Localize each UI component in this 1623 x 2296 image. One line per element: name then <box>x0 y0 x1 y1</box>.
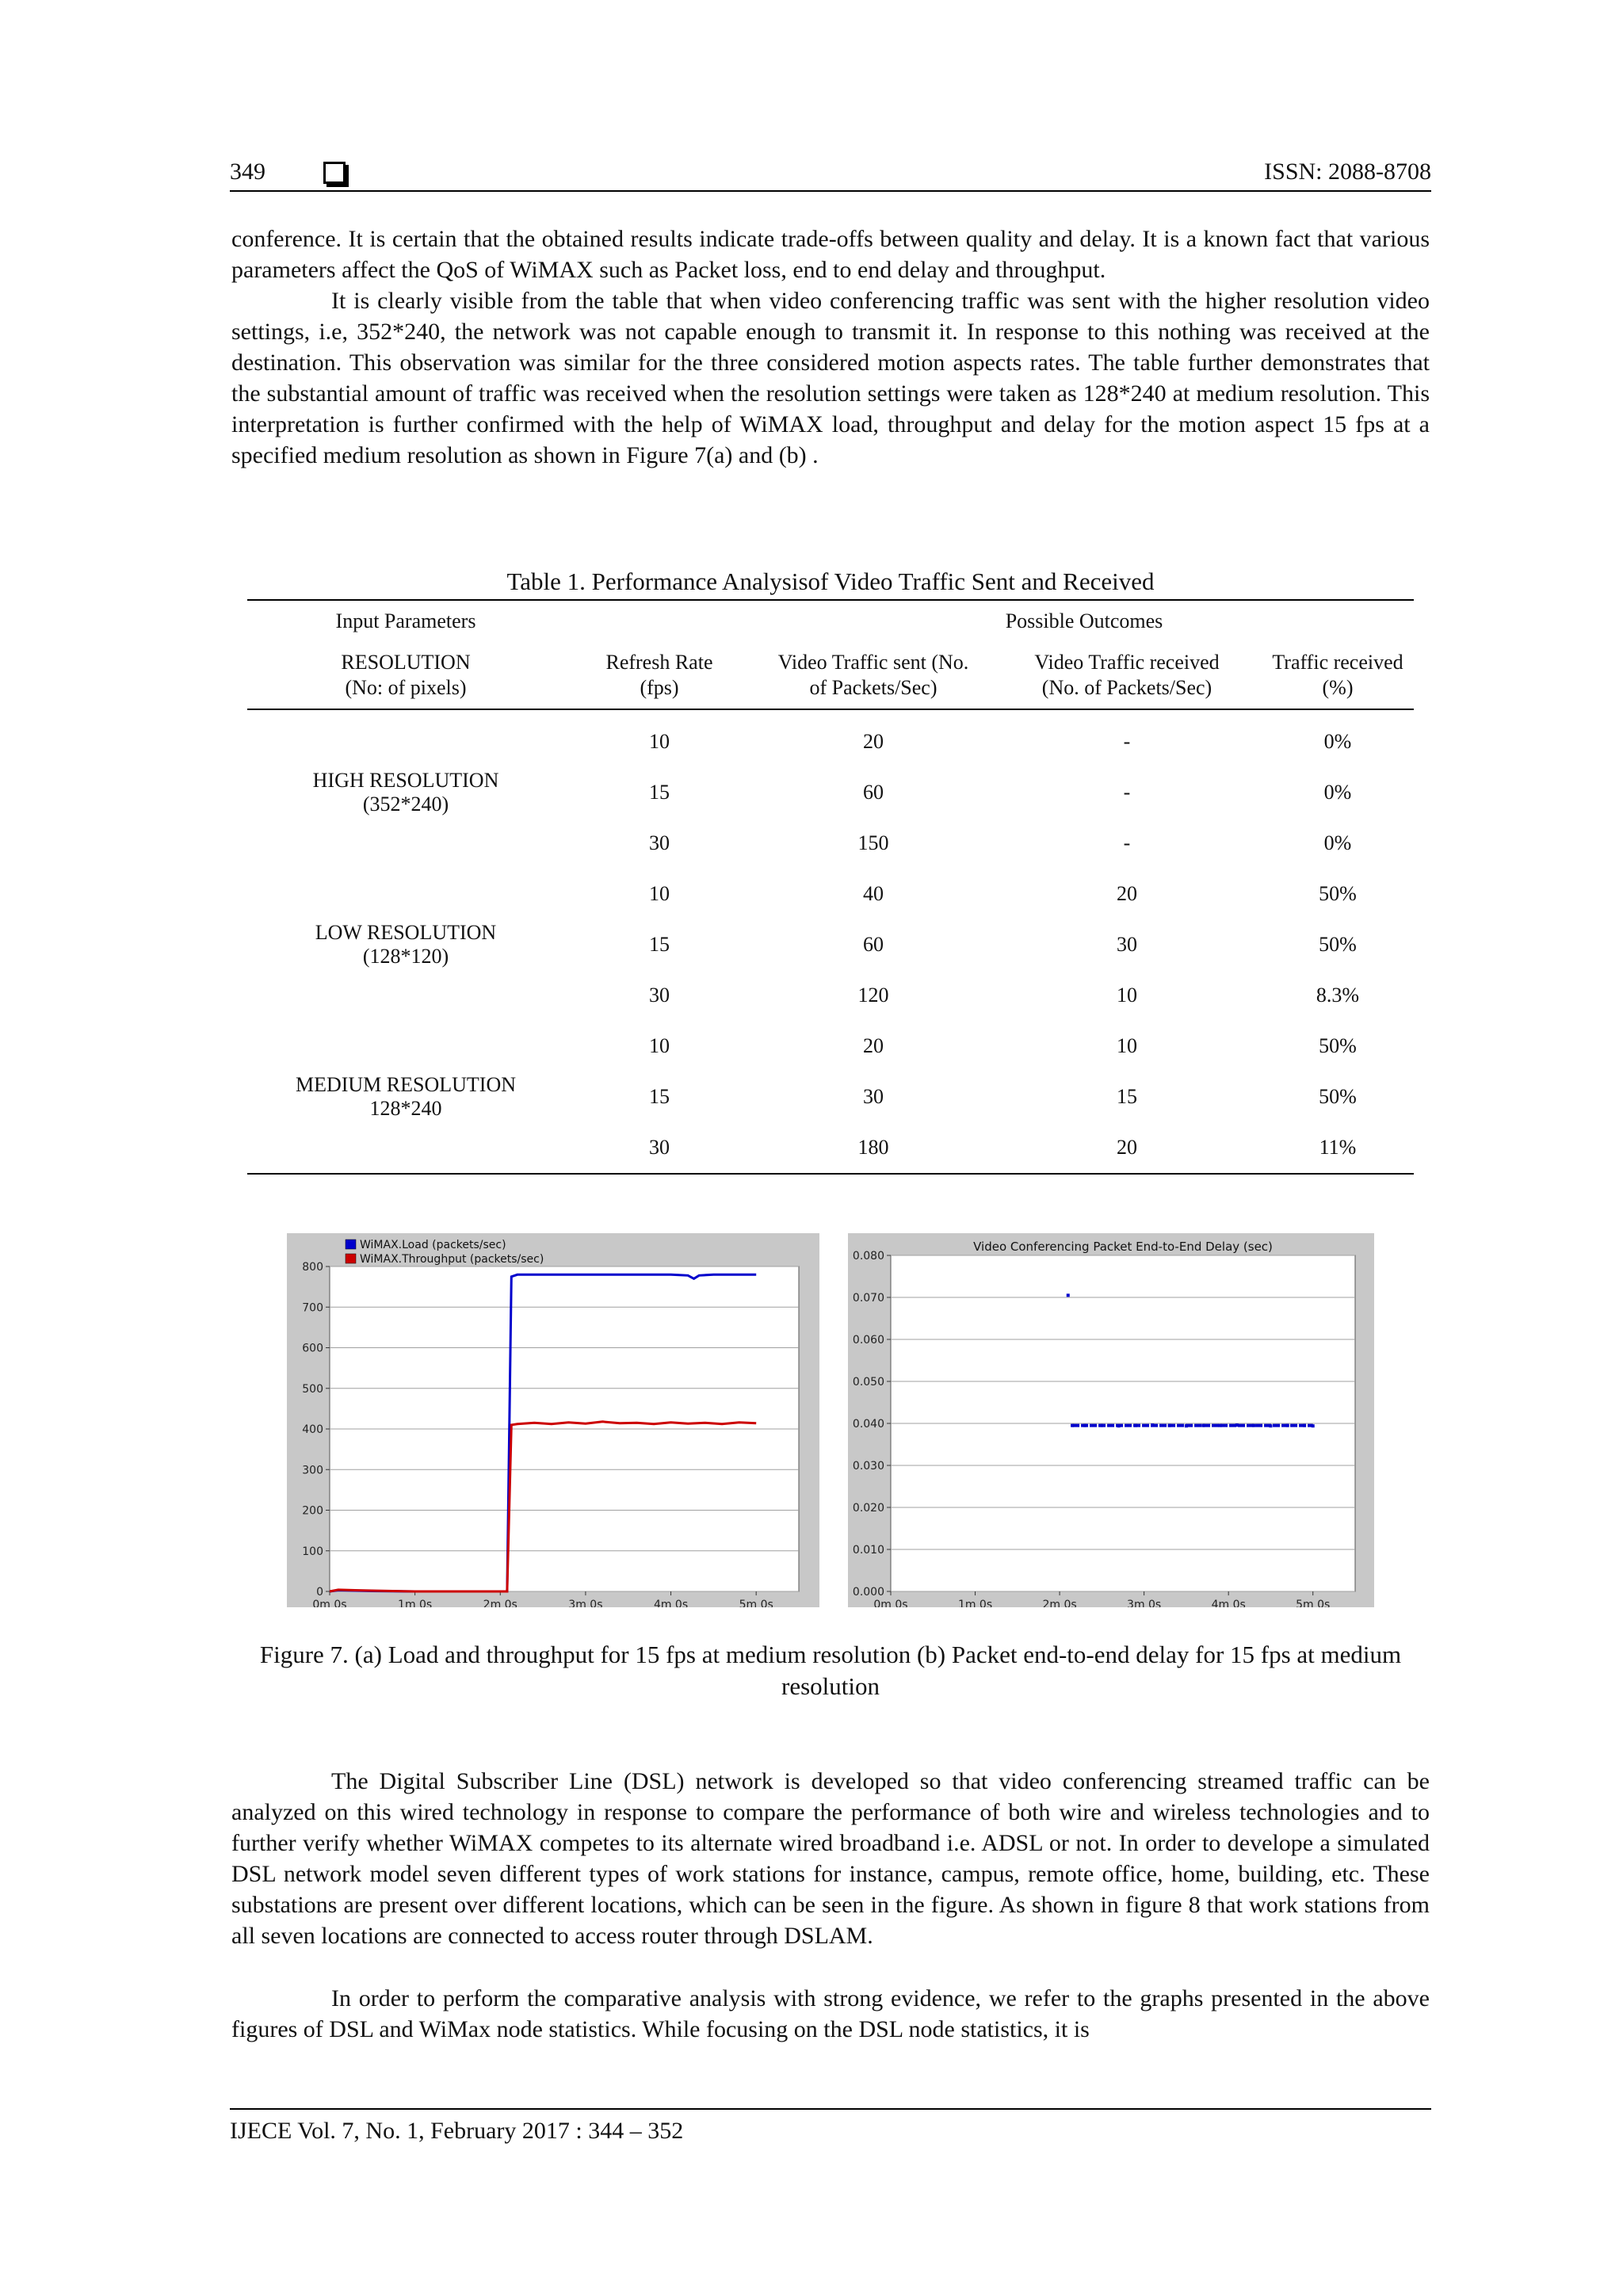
cell: 10 <box>1117 1034 1137 1057</box>
table-caption: Table 1. Performance Analysisof Video Traffic Sent and Received <box>506 567 1155 595</box>
x-tick-label: 2m 0s <box>483 1599 517 1607</box>
chart-end-to-end-delay <box>848 1233 1374 1607</box>
col-header-traffic-percent: Traffic received (%) <box>1262 642 1414 709</box>
paragraph-3: The Digital Subscriber Line (DSL) network is developed so that video conferencing streamed traffic can be analyzed on this wired technology in response to compare the performance of both wire and wireless technologies and to further verify whether WiMAX competes to its alternate wired broadband i.e. ADSL or not. In order to develope a simulated DSL network model seven different types of work stations for instance, campus, remote office, home, building, etc. These substations are present over different locations, which can be seen in the figure. As shown in figure 8 that work stations from all seven locations are connected to access router through DSLAM. <box>231 1768 1430 1949</box>
cell: 50% <box>1319 1034 1357 1057</box>
cell: 180 <box>754 1122 992 1174</box>
page-header <box>230 155 1431 192</box>
cell: 10 <box>649 1034 670 1057</box>
group-possible-outcomes: Possible Outcomes <box>754 600 1414 642</box>
paragraph-4: In order to perform the comparative analysis with strong evidence, we refer to the graphs presented in the above figures of DSL and WiMax node statistics. While focusing on the DSL node statistics, it is <box>231 1985 1430 2042</box>
y-tick-label: 0.040 <box>852 1418 884 1431</box>
cell: 15 <box>649 1085 670 1108</box>
x-tick-label: 5m 0s <box>739 1599 773 1607</box>
group-label-low: LOW RESOLUTION (128*120) <box>315 921 497 968</box>
cell: 150 <box>857 831 889 854</box>
chart-title: Video Conferencing Packet End-to-End Delay (sec) <box>973 1240 1273 1254</box>
cell: 10 <box>649 730 670 753</box>
y-tick-label: 0.010 <box>852 1544 884 1557</box>
y-tick-label: 0.050 <box>852 1376 884 1389</box>
cell: - <box>1123 730 1131 753</box>
cell: 8.3% <box>1316 984 1360 1007</box>
page-footer: IJECE Vol. 7, No. 1, February 2017 : 344 – 352 <box>230 2108 1431 2145</box>
col-header-traffic-sent: Video Traffic sent (No. of Packets/Sec) <box>754 642 992 709</box>
group-input-parameters: Input Parameters <box>247 600 564 642</box>
cell: 0% <box>1323 781 1352 804</box>
cell: 11% <box>1262 1122 1414 1174</box>
cell: 30 <box>863 1085 884 1108</box>
cell: - <box>1123 831 1131 854</box>
y-tick-label: 200 <box>302 1504 323 1518</box>
cell: 20 <box>863 1034 884 1057</box>
cell: 50% <box>1319 933 1357 956</box>
checkbox-square-icon <box>323 162 346 184</box>
x-tick-label: 0m 0s <box>312 1599 347 1607</box>
col-header-resolution: RESOLUTION (No: of pixels) <box>247 642 564 709</box>
cell: 0% <box>1323 831 1352 854</box>
y-tick-label: 0 <box>316 1586 323 1599</box>
performance-table <box>247 599 1414 1175</box>
scatter-point <box>1067 1293 1070 1297</box>
y-tick-label: 500 <box>302 1382 323 1396</box>
cell: 50% <box>1319 882 1357 905</box>
x-tick-label: 4m 0s <box>653 1599 689 1607</box>
y-tick-label: 300 <box>302 1464 323 1477</box>
x-tick-label: 3m 0s <box>1127 1599 1162 1607</box>
cell: 15 <box>1117 1085 1137 1108</box>
y-tick-label: 600 <box>302 1342 323 1355</box>
cell: - <box>1123 781 1131 804</box>
table-group-header-row <box>247 600 1414 642</box>
cell: 60 <box>863 933 884 956</box>
cell: 40 <box>863 882 884 905</box>
paragraph-2: It is clearly visible from the table that when video conferencing traffic was sent with the higher resolution video settings, i.e, 352*240, the network was not capable enough to transmit it. In response to this nothing was received at the destination. This observation was similar for the three considered motion aspects rates. The table further demonstrates that the substantial amount of traffic was received when the resolution settings were taken as 128*240 at medium resolution. This interpretation is further confirmed with the help of WiMAX load, throughput and delay for the motion aspect 15 fps at a specified medium resolution as shown in Figure 7(a) and (b) . <box>231 288 1430 468</box>
cell: 30 <box>564 1122 754 1174</box>
cell: 30 <box>649 984 670 1007</box>
y-tick-label: 0.020 <box>852 1502 884 1515</box>
y-tick-label: 0.060 <box>852 1334 884 1347</box>
legend-label: WiMAX.Load (packets/sec) <box>360 1239 506 1251</box>
table-row <box>247 716 1414 767</box>
col-header-refresh-rate: Refresh Rate (fps) <box>564 642 754 709</box>
table-column-header-row <box>247 642 1414 709</box>
paragraph-1: conference. It is certain that the obtained results indicate trade-offs between quality and delay. It is a known fact that various parameters affect the QoS of WiMAX such as Packet loss, end to end delay and throughput. <box>231 226 1430 283</box>
chart-load-throughput <box>287 1233 819 1607</box>
cell: 20 <box>1117 882 1137 905</box>
cell: 120 <box>857 984 889 1007</box>
y-tick-label: 100 <box>302 1545 323 1558</box>
cell: 10 <box>649 882 670 905</box>
x-tick-label: 1m 0s <box>398 1599 433 1607</box>
cell: 20 <box>992 1122 1262 1174</box>
y-tick-label: 400 <box>302 1423 323 1436</box>
cell: 60 <box>863 781 884 804</box>
x-tick-label: 5m 0s <box>1296 1599 1331 1607</box>
x-tick-label: 3m 0s <box>568 1599 603 1607</box>
y-tick-label: 700 <box>302 1301 323 1315</box>
table-row <box>247 1021 1414 1072</box>
chart-load-throughput-svg <box>287 1233 819 1607</box>
cell: 20 <box>863 730 884 753</box>
y-tick-label: 0.080 <box>852 1250 884 1263</box>
cell: 0% <box>1323 730 1352 753</box>
cell: 15 <box>649 933 670 956</box>
group-label-high: HIGH RESOLUTION (352*240) <box>312 769 499 816</box>
legend-swatch <box>346 1254 356 1263</box>
cell: 30 <box>1117 933 1137 956</box>
x-tick-label: 4m 0s <box>1211 1599 1246 1607</box>
figure-caption: Figure 7. (a) Load and throughput for 15 fps at medium resolution (b) Packet end-to-end delay for 15 fps at medium resolution <box>259 1641 1402 1700</box>
x-tick-label: 2m 0s <box>1042 1599 1077 1607</box>
cell: 10 <box>1117 984 1137 1007</box>
page-number: 349 <box>230 159 265 185</box>
cell: 50% <box>1319 1085 1357 1108</box>
chart-end-to-end-delay-svg <box>848 1233 1374 1607</box>
y-tick-label: 0.000 <box>852 1586 884 1599</box>
y-tick-label: 0.030 <box>852 1460 884 1473</box>
legend-label: WiMAX.Throughput (packets/sec) <box>360 1253 544 1266</box>
cell: 15 <box>649 781 670 804</box>
group-label-medium: MEDIUM RESOLUTION 128*240 <box>247 1021 564 1174</box>
table-row <box>247 869 1414 919</box>
x-tick-label: 1m 0s <box>957 1599 993 1607</box>
y-tick-label: 0.070 <box>852 1292 884 1305</box>
issn-label: ISSN: 2088-8708 <box>1264 159 1431 185</box>
cell: 30 <box>649 831 670 854</box>
y-tick-label: 800 <box>302 1261 323 1274</box>
x-tick-label: 0m 0s <box>873 1599 908 1607</box>
legend-swatch <box>346 1240 356 1249</box>
col-header-traffic-received: Video Traffic received (No. of Packets/Sec) <box>992 642 1262 709</box>
